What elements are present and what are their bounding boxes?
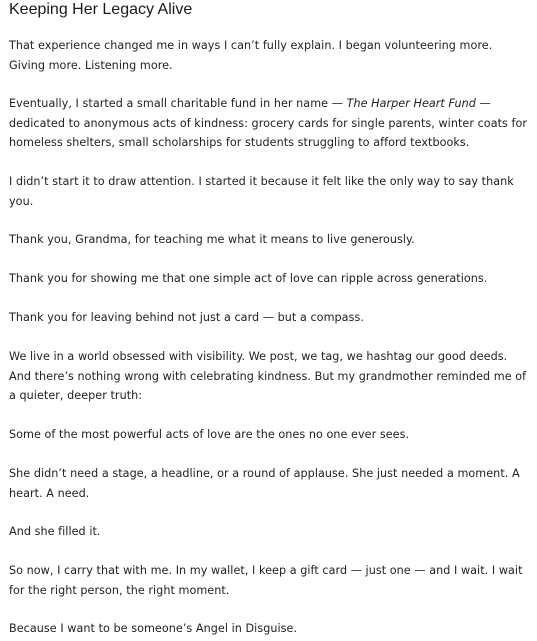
fund-name: The Harper Heart Fund (346, 97, 476, 110)
paragraph-thank-grandma: Thank you, Grandma, for teaching me what it means to live generously. (9, 233, 415, 246)
paragraph-filled-it: And she filled it. (9, 525, 101, 538)
paragraph-visibility: We live in a world obsessed with visibility. We post, we tag, we hashtag our good deeds. And there’s nothing wrong with celebrating kindness. But my grandmother reminded me of a quieter, deeper truth: (9, 350, 527, 402)
paragraph-fund-text-before: Eventually, I started a small charitable fund in her name — (9, 97, 347, 110)
paragraph-powerful-acts: Some of the most powerful acts of love are the ones no one ever sees. (9, 428, 410, 441)
paragraph-stage: She didn’t need a stage, a headline, or a round of applause. She just needed a moment. A heart. A need. (9, 467, 520, 500)
paragraph-thank-ripple: Thank you for showing me that one simple act of love can ripple across generations. (9, 272, 488, 285)
paragraph-fund-text-after: — dedicated to anonymous acts of kindness: grocery cards for single parents, winter coats for homeless shelters, small scholarships for students struggling to afford textbooks. (9, 97, 528, 149)
paragraph-gift-card: So now, I carry that with me. In my wallet, I keep a gift card — just one — and I wait. I wait for the right person, the right moment. (9, 564, 523, 597)
paragraph-experience: That experience changed me in ways I can’t fully explain. I began volunteering more. Giving more. Listening more. (9, 39, 493, 72)
paragraph-charitable-fund (9, 94, 529, 153)
paragraph-angel: Because I want to be someone’s Angel in Disguise. (9, 622, 298, 635)
article-heading: Keeping Her Legacy Alive (9, 1, 193, 18)
paragraph-attention: I didn’t start it to draw attention. I started it because it felt like the only way to say thank you. (9, 175, 514, 208)
paragraph-thank-compass: Thank you for leaving behind not just a card — but a compass. (9, 311, 364, 324)
